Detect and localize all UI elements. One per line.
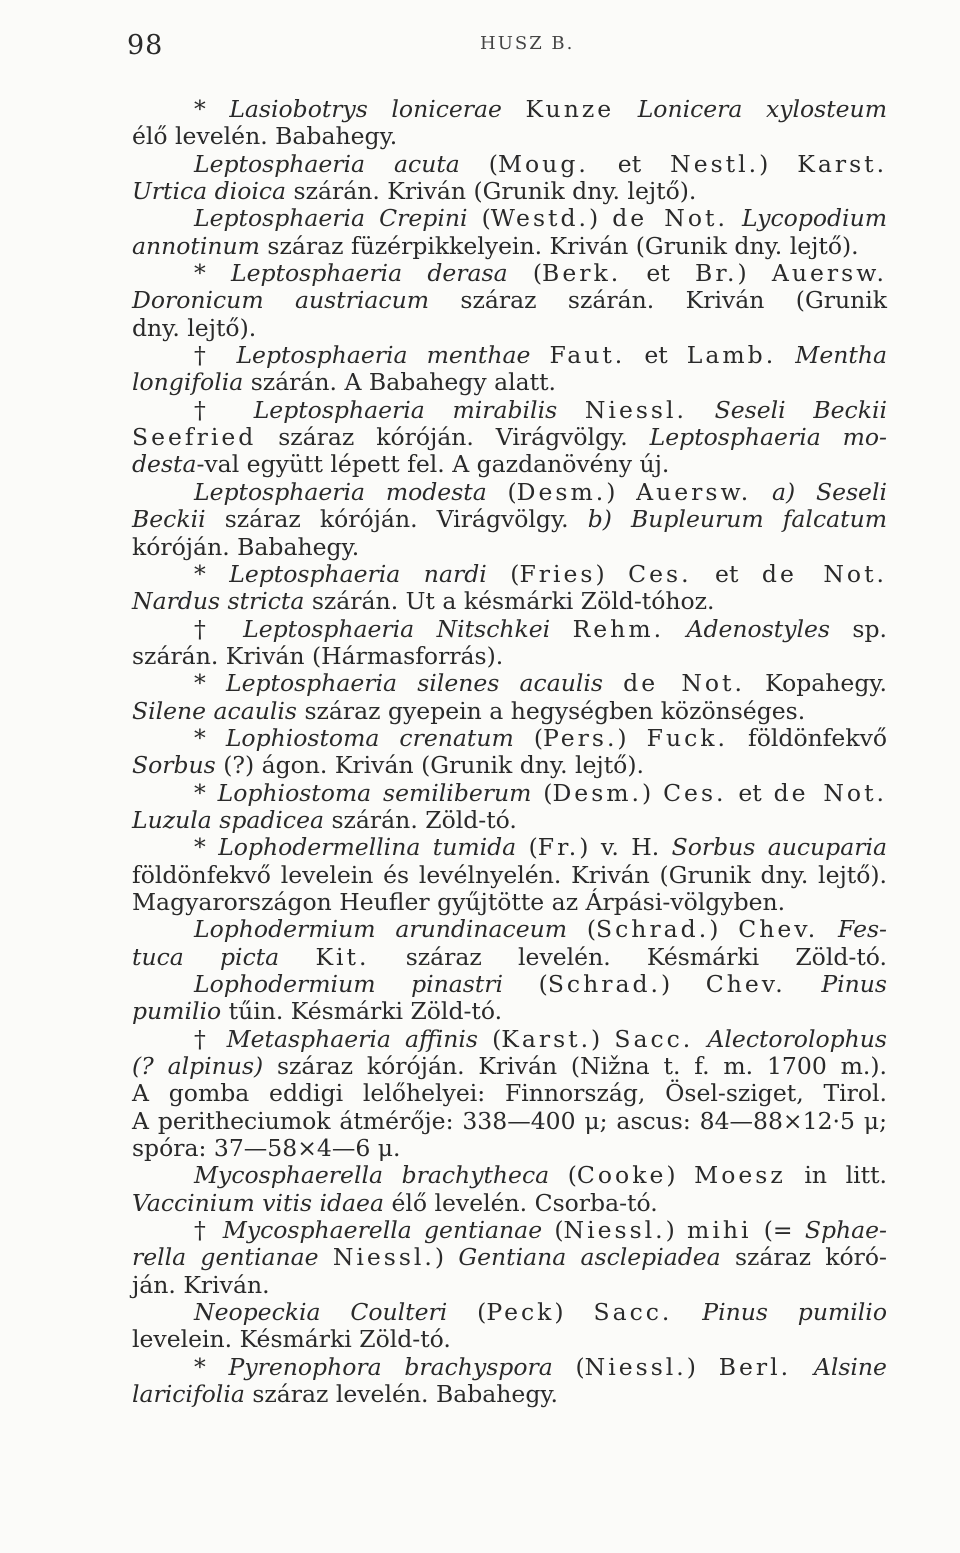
author-name: mihi <box>687 1216 752 1245</box>
author-name: Westd. <box>490 204 589 233</box>
taxon-name: Nardus stricta <box>132 587 305 616</box>
taxon-name: Seseli Beckii <box>714 395 887 424</box>
author-name: Fr. <box>537 833 580 862</box>
text-line: Vaccinium vitis idaea élő levelén. Csorba-tó. <box>132 1188 658 1217</box>
text-line: * Lophiostoma semiliberum (Desm.) Ces. et de Not. <box>194 778 887 807</box>
text-line: † Mycosphaerella gentianae (Niessl.) mihi (= Sphae- <box>194 1216 887 1245</box>
taxon-name: (? alpinus) <box>132 1052 264 1081</box>
author-name: Desm. <box>516 477 607 506</box>
taxon-name: Doronicum austriacum <box>132 286 430 315</box>
taxon-name: rella gentianae <box>132 1243 319 1272</box>
taxon-name: pumilio <box>132 997 222 1026</box>
author-name: de Not. <box>623 669 745 698</box>
author-name: de Not. <box>612 204 728 233</box>
text-line: Lophodermium pinastri (Schrad.) Chev. Pinus <box>194 970 887 998</box>
text-line: Magyarországon Heufler gyűjtötte az Árpási-völgyben. <box>132 887 786 916</box>
text-line: kóróján. Babahegy. <box>132 532 360 561</box>
author-name: de Not. <box>773 778 887 807</box>
author-name: Rehm. <box>572 614 665 643</box>
taxon-name: Sorbus <box>132 751 216 780</box>
taxon-name: a) Seseli <box>772 477 887 506</box>
taxon-name: Alectorolophus <box>707 1024 887 1053</box>
author-name: Chev. <box>705 970 786 998</box>
text-line: A gomba eddigi lelőhelyei: Finnország, Ösel-sziget, Tirol. <box>132 1079 887 1108</box>
author-name: Seefried <box>132 423 257 452</box>
author-name: Ces. <box>628 559 692 588</box>
author-name: Karst. <box>501 1024 592 1053</box>
taxon-name: Pinus pumilio <box>702 1298 887 1327</box>
taxon-name: Lophodermellina tumida <box>218 833 517 862</box>
text-line: desta-val együtt lépett fel. A gazdanövény új. <box>132 450 670 479</box>
author-name: Schrad. <box>596 915 710 944</box>
taxon-name: Lycopodium <box>742 204 887 233</box>
taxon-name: Lophodermium pinastri <box>194 970 504 998</box>
taxon-name: Leptosphaeria mo- <box>649 423 887 452</box>
text-line: Seefried száraz kóróján. Virágvölgy. Leptosphaeria mo- <box>132 423 887 452</box>
taxon-name: Leptosphaeria Nitschkei <box>243 614 551 643</box>
author-name: Berk. <box>542 259 622 288</box>
text-line: pumilio tűin. Késmárki Zöld-tó. <box>132 997 503 1026</box>
page-number: 98 <box>127 30 164 61</box>
text-line: * Leptosphaeria derasa (Berk. et Br.) Auersw. <box>194 259 887 288</box>
taxon-name: Gentiana asclepiadea <box>458 1243 721 1272</box>
text-line: longifolia szárán. A Babahegy alatt. <box>132 368 556 397</box>
text-line: Luzula spadicea szárán. Zöld-tó. <box>132 805 517 834</box>
author-name: Fuck. <box>646 723 728 752</box>
text-line: A peritheciumok átmérője: 338—400 μ; ascus: 84—88×12·5 μ; <box>132 1106 887 1135</box>
text-line: Nardus stricta szárán. Ut a késmárki Zöld-tóhoz. <box>132 587 715 616</box>
author-name: Desm. <box>552 778 643 807</box>
author-name: Niessl. <box>584 395 687 424</box>
author-name: Ces. <box>663 778 727 807</box>
text-line: Silene acaulis száraz gyepein a hegységben közönséges. <box>132 696 806 725</box>
text-line: * Lophodermellina tumida (Fr.) v. H. Sorbus aucuparia <box>194 833 887 862</box>
taxon-name: Mycosphaerella brachytheca <box>194 1161 550 1190</box>
taxon-name: Sorbus aucuparia <box>671 833 887 862</box>
author-name: Berl. <box>718 1352 792 1381</box>
taxon-name: Metasphaeria affinis <box>226 1024 478 1053</box>
taxon-name: longifolia <box>132 368 244 397</box>
author-name: Moug. <box>497 149 589 178</box>
text-line: tuca picta Kit. száraz levelén. Késmárki Zöld-tó. <box>132 942 887 971</box>
text-line: levelein. Késmárki Zöld-tó. <box>132 1325 451 1354</box>
author-name: Peck <box>486 1298 555 1327</box>
author-name: Karst. <box>797 149 888 178</box>
author-name: Chev. <box>738 915 819 944</box>
author-name: Faut. <box>549 341 626 370</box>
author-name: de Not. <box>761 559 887 588</box>
taxon-name: Lophodermium arundinaceum <box>194 915 568 944</box>
text-line: * Lophiostoma crenatum (Pers.) Fuck. földönfekvő <box>194 723 887 752</box>
author-name: Lamb. <box>686 341 777 370</box>
author-name: Sacc. <box>593 1298 673 1327</box>
taxon-name: Mycosphaerella gentianae <box>222 1216 543 1245</box>
taxon-name: Alsine <box>813 1352 887 1381</box>
taxon-name: tuca picta <box>132 942 280 971</box>
text-line: Mycosphaerella brachytheca (Cooke) Moesz in litt. <box>194 1161 887 1190</box>
taxon-name: laricifolia <box>132 1380 245 1409</box>
author-name: Br. <box>695 259 738 288</box>
author-name: Auersw. <box>771 259 887 288</box>
taxon-name: desta <box>132 450 197 479</box>
taxon-name: Neopeckia Coulteri <box>194 1298 448 1327</box>
text-line: † Leptosphaeria mirabilis Niessl. Seseli Beckii <box>194 395 887 424</box>
taxon-name: Lophiostoma crenatum <box>225 723 514 752</box>
text-line: földönfekvő levelein és levélnyelén. Kriván (Grunik dny. lejtő). <box>132 860 887 889</box>
taxon-name: Lasiobotrys lonicerae <box>229 95 502 123</box>
text-line: Urtica dioica szárán. Kriván (Grunik dny. lejtő). <box>132 177 697 206</box>
text-line: † Metasphaeria affinis (Karst.) Sacc. Alectorolophus <box>194 1024 887 1053</box>
text-line: Beckii száraz kóróján. Virágvölgy. b) Bupleurum falcatum <box>132 505 887 534</box>
taxon-name: b) Bupleurum falcatum <box>587 505 887 534</box>
author-name: Auersw. <box>636 477 752 506</box>
author-name: Niessl. <box>584 1352 687 1381</box>
taxon-name: Leptosphaeria mirabilis <box>253 395 558 424</box>
text-line: Neopeckia Coulteri (Peck) Sacc. Pinus pumilio <box>194 1298 887 1327</box>
text-line: élő levelén. Babahegy. <box>132 122 398 151</box>
taxon-name: Silene acaulis <box>132 696 297 725</box>
taxon-name: Leptosphaeria menthae <box>236 341 531 370</box>
text-line: * Pyrenophora brachyspora (Niessl.) Berl. Alsine <box>194 1352 887 1381</box>
running-head: HUSZ B. <box>480 33 575 54</box>
author-name: Cooke <box>576 1161 667 1190</box>
author-name: Sacc. <box>614 1024 694 1053</box>
taxon-name: Leptosphaeria nardi <box>229 559 487 588</box>
taxon-name: Beckii <box>132 505 206 534</box>
text-line: * Leptosphaeria silenes acaulis de Not. Kopahegy. <box>194 669 887 698</box>
taxon-name: Urtica dioica <box>132 177 287 206</box>
taxon-name: Fes- <box>838 915 887 944</box>
author-name: Kunze <box>525 95 615 123</box>
author-name: Schrad. <box>547 970 661 998</box>
text-line: rella gentianae Niessl.) Gentiana asclepiadea száraz kóró- <box>132 1243 887 1272</box>
text-line: (? alpinus) száraz kóróján. Kriván (Nižna t. f. m. 1700 m.). <box>132 1052 887 1081</box>
taxon-name: Vaccinium vitis idaea <box>132 1188 384 1217</box>
text-line: * Lasiobotrys lonicerae Kunze Lonicera xylosteum <box>194 95 887 123</box>
taxon-name: Leptosphaeria Crepini <box>194 204 468 233</box>
taxon-name: Leptosphaeria silenes acaulis <box>225 669 603 698</box>
text-line: * Leptosphaeria nardi (Fries) Ces. et de Not. <box>194 559 887 588</box>
text-line: szárán. Kriván (Hármasforrás). <box>132 641 504 670</box>
author-name: Niessl. <box>563 1216 666 1245</box>
text-line: spóra: 37—58×4—6 μ. <box>132 1134 401 1163</box>
text-body <box>132 96 887 1409</box>
taxon-name: Sphae- <box>804 1216 887 1245</box>
text-line: Sorbus (?) ágon. Kriván (Grunik dny. lejtő). <box>132 751 644 780</box>
taxon-name: Mentha <box>795 341 887 370</box>
text-line: laricifolia száraz levelén. Babahegy. <box>132 1380 559 1409</box>
taxon-name: Leptosphaeria acuta <box>194 149 460 178</box>
text-line: Leptosphaeria modesta (Desm.) Auersw. a) Seseli <box>194 477 887 506</box>
text-line: † Leptosphaeria menthae Faut. et Lamb. Mentha <box>194 341 887 370</box>
text-line: † Leptosphaeria Nitschkei Rehm. Adenostyles sp. <box>194 614 887 643</box>
text-line: Doronicum austriacum száraz szárán. Kriván (Grunik <box>132 286 888 315</box>
text-line: dny. lejtő). <box>132 313 257 342</box>
text-line: annotinum száraz füzérpikkelyein. Kriván (Grunik dny. lejtő). <box>132 231 859 260</box>
taxon-name: annotinum <box>132 231 260 260</box>
taxon-name: Pyrenophora brachyspora <box>228 1352 553 1381</box>
taxon-name: Adenostyles <box>686 614 830 643</box>
taxon-name: Leptosphaeria derasa <box>231 259 508 288</box>
author-name: Moesz <box>694 1161 786 1190</box>
author-name: Nestl. <box>670 149 760 178</box>
taxon-name: Pinus <box>821 970 887 998</box>
text-line: ján. Kriván. <box>132 1270 270 1299</box>
author-name: Fries <box>519 559 596 588</box>
text-line: Leptosphaeria Crepini (Westd.) de Not. Lycopodium <box>194 204 887 233</box>
taxon-name: Lonicera xylosteum <box>637 95 887 123</box>
text-line: Lophodermium arundinaceum (Schrad.) Chev. Fes- <box>194 915 887 944</box>
author-name: Niessl. <box>332 1243 435 1272</box>
taxon-name: Luzula spadicea <box>132 805 325 834</box>
taxon-name: Leptosphaeria modesta <box>194 477 487 506</box>
text-line: Leptosphaeria acuta (Moug. et Nestl.) Karst. <box>194 149 888 178</box>
author-name: Kit. <box>315 942 370 971</box>
author-name: Pers. <box>542 723 618 752</box>
taxon-name: Lophiostoma semiliberum <box>217 778 532 807</box>
